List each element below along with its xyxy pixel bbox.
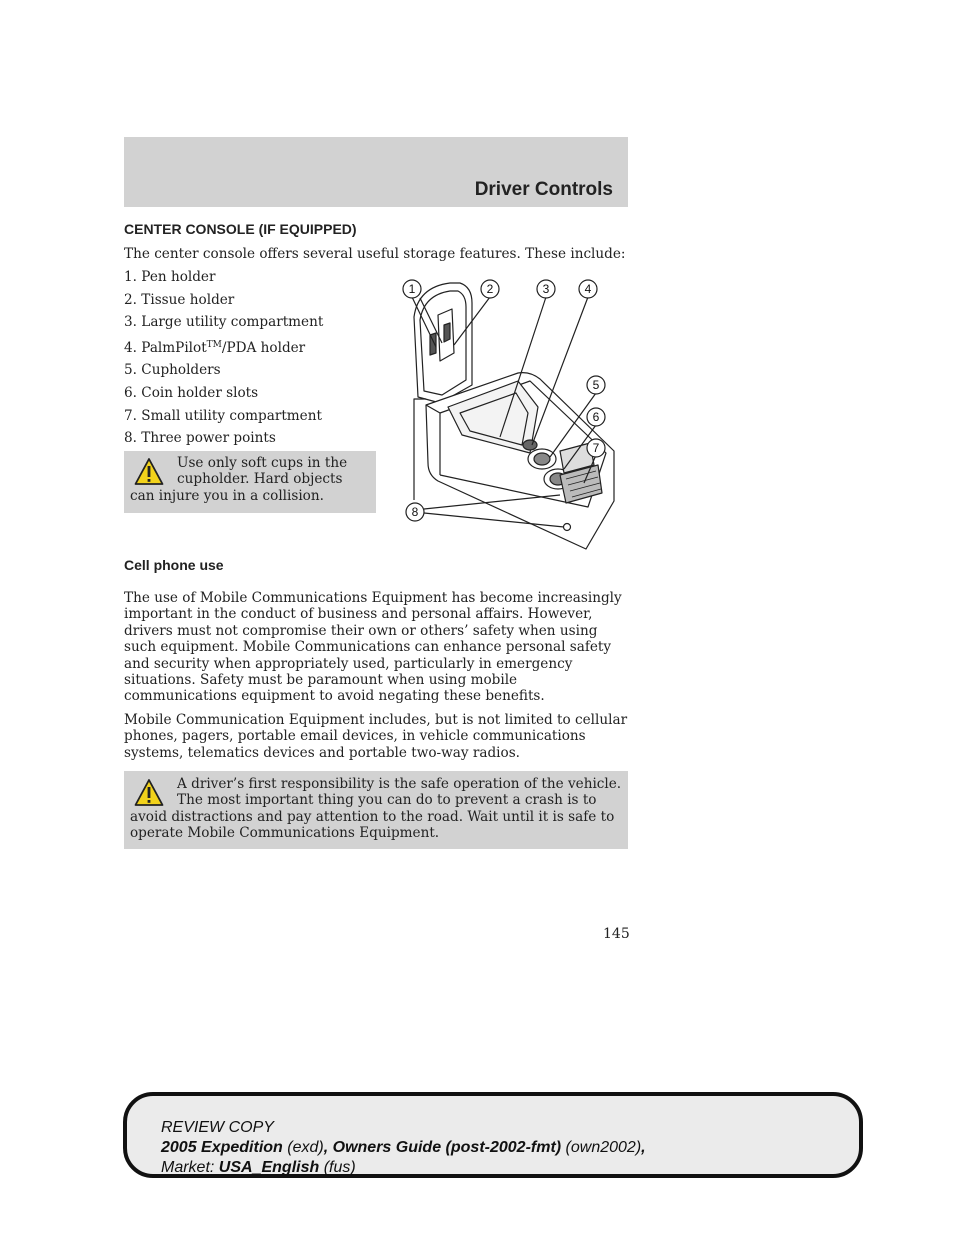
callout-label: 2 bbox=[486, 282, 494, 296]
callout-label: 3 bbox=[542, 282, 550, 296]
callout-label: 1 bbox=[408, 282, 416, 296]
console-intro: The center console offers several useful storage features. These include: bbox=[124, 246, 626, 262]
cell-phone-paragraph-1: The use of Mobile Communications Equipment has become increasingly important in the conduct of business and personal affairs. However, drivers must not compromise their own or others’ safety when using such equipment. Mobile Communications can enhance personal safety and security when appropriately used, particularly in emergency situations. Safety must be paramount when using mobile communications equipment to avoid negating these benefits. bbox=[124, 590, 622, 705]
list-item: 1. Pen holder bbox=[124, 269, 216, 285]
list-item: 5. Cupholders bbox=[124, 362, 221, 379]
console-feature-list bbox=[124, 266, 323, 450]
list-item-suffix: /PDA holder bbox=[221, 339, 306, 356]
cell-phone-paragraph-2: Mobile Communication Equipment includes, but is not limited to cellular phones, pagers, portable email devices, in vehicle communications systems, telematics devices and portable two-way radios. bbox=[124, 712, 628, 761]
cupholder-warning-box bbox=[124, 451, 376, 513]
list-item: 2. Tissue holder bbox=[124, 291, 235, 308]
callout-label: 5 bbox=[592, 378, 600, 392]
callout-label: 6 bbox=[592, 410, 600, 424]
footer-model-code: (exd) bbox=[282, 1139, 324, 1156]
footer-market-label: Market: bbox=[161, 1159, 219, 1176]
list-item: 7. Small utility compartment bbox=[124, 407, 322, 424]
page-number: 145 bbox=[603, 926, 630, 942]
callout-label: 8 bbox=[411, 505, 419, 519]
section-title: Driver Controls bbox=[474, 179, 613, 200]
footer-model: 2005 Expedition bbox=[161, 1139, 283, 1156]
list-item-text: 4. PalmPilot bbox=[124, 339, 207, 356]
footer-text bbox=[161, 1118, 646, 1178]
footer-separator: , bbox=[323, 1139, 333, 1156]
callout-label: 7 bbox=[592, 441, 600, 455]
footer-market: USA_English bbox=[218, 1159, 320, 1176]
cell-phone-heading: Cell phone use bbox=[124, 557, 224, 573]
list-item bbox=[124, 334, 323, 360]
trademark-mark: TM bbox=[206, 339, 222, 350]
footer-separator: , bbox=[641, 1139, 646, 1156]
warning-triangle-icon bbox=[134, 457, 164, 487]
header-band bbox=[124, 137, 628, 207]
footer-guide: Owners Guide (post-2002-fmt) bbox=[332, 1139, 562, 1156]
warning-text: A driver’s first responsibility is the safe operation of the vehicle. The most important thing you can do to prevent a crash is to avoid distractions and pay attention to the road. Wait until it is safe to operate Mobile Communications Equipment. bbox=[130, 776, 622, 842]
list-item: 3. Large utility compartment bbox=[124, 314, 324, 331]
footer-review-copy: REVIEW COPY bbox=[161, 1119, 274, 1136]
cell-phone-warning-box bbox=[124, 771, 628, 849]
footer-guide-code: (own2002) bbox=[561, 1139, 642, 1156]
warning-triangle-icon bbox=[134, 778, 164, 808]
warning-text: Use only soft cups in the cupholder. Hard objects can injure you in a collision. bbox=[130, 455, 348, 504]
list-item: 8. Three power points bbox=[124, 430, 276, 447]
center-console-diagram bbox=[400, 275, 620, 555]
console-heading: CENTER CONSOLE (IF EQUIPPED) bbox=[124, 221, 357, 237]
footer-market-code: (fus) bbox=[319, 1159, 356, 1176]
callout-label: 4 bbox=[584, 282, 592, 296]
list-item: 6. Coin holder slots bbox=[124, 384, 259, 401]
